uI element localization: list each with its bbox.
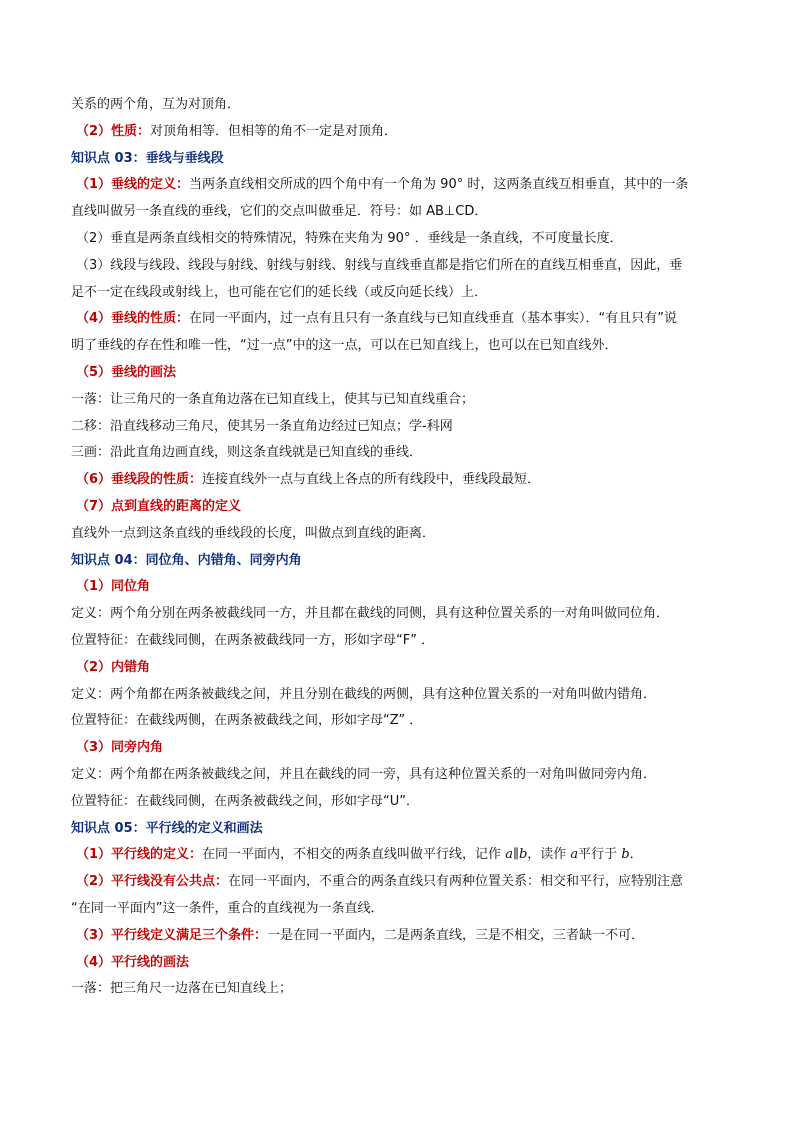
section-title: 知识点 04：同位角、内错角、同旁内角	[71, 552, 302, 568]
item-same-side-interior	[71, 735, 731, 762]
distance-def-text	[71, 521, 731, 548]
corresponding-feature	[71, 628, 731, 655]
item-perpendicular-property	[71, 306, 731, 333]
same-side-feature	[71, 789, 731, 816]
step-3	[71, 440, 731, 467]
item-three-conditions	[71, 923, 731, 950]
text: 一落：让三角尺的一条直角边落在已知直线上，使其与已知直线重合；	[71, 391, 475, 407]
item-text: 当两条直线相交所成的四个角中有一个角为 90° 时，这两条直线互相垂直，其中的一条	[189, 177, 689, 193]
item-perpendicular-segment-property	[71, 467, 731, 494]
item-label: （7）点到直线的距离的定义	[76, 498, 242, 514]
item-text: ，读作	[527, 847, 571, 863]
text: （3）线段与线段、线段与射线、射线与射线、射线与直线垂直都是指它们所在的直线互相垂直，因此，垂	[76, 257, 683, 273]
text: 定义：两个角都在两条被截线之间，并且分别在截线的两侧，具有这种位置关系的一对角叫做内错角．	[71, 686, 657, 702]
paragraph-vertical-angles-def-end	[71, 92, 731, 119]
item-label: （2）内错角	[76, 659, 151, 675]
text: 位置特征：在截线同侧，在两条被截线同一方，形如字母“F” ．	[71, 632, 435, 648]
item-segment-perpendicular-cont	[71, 280, 731, 307]
item-label: （1）平行线的定义：	[76, 847, 203, 863]
item-no-common-point	[71, 869, 731, 896]
item-text: 平行于	[578, 847, 622, 863]
text: 位置特征：在截线两侧，在两条被截线之间，形如字母“Z” ．	[71, 713, 423, 729]
text: 二移：沿直线移动三角尺，使其另一条直角边经过已知点；学-科网	[71, 418, 453, 434]
alternate-def	[71, 682, 731, 709]
item-text: 在同一平面内，过一点有且只有一条直线与已知直线垂直（基本事实）．“有且只有”说	[189, 311, 678, 327]
section-title-03	[71, 146, 731, 173]
item-alternate-interior	[71, 655, 731, 682]
text: 直线外一点到这条直线的垂线段的长度，叫做点到直线的距离．	[71, 525, 436, 541]
item-perpendicular-special-case	[71, 226, 731, 253]
item-label: （4）平行线的画法	[76, 954, 190, 970]
math-notation: a∥b	[505, 847, 528, 863]
text: 位置特征：在截线同侧，在两条被截线之间，形如字母“U”．	[71, 793, 419, 809]
item-label: （1）垂线的定义：	[76, 177, 190, 193]
item-perpendicular-def-cont	[71, 199, 731, 226]
math-notation: a	[570, 847, 579, 863]
item-label: （5）垂线的画法	[76, 364, 177, 380]
item-vertical-angles-property	[71, 119, 731, 146]
text: 明了垂线的存在性和唯一性，“过一点”中的这一点，可以在已知直线上，也可以在已知直线外．	[71, 338, 618, 354]
text: “在同一平面内”这一条件，重合的直线视为一条直线．	[71, 900, 384, 916]
item-label: （2）性质：	[76, 123, 151, 139]
item-text: 在同一平面内，不相交的两条直线叫做平行线，记作	[202, 847, 506, 863]
text: 定义：两个角都在两条被截线之间，并且在截线的同一旁，具有这种位置关系的一对角叫做同旁内角．	[71, 766, 657, 782]
item-text: ．	[629, 847, 643, 863]
text: 一落：把三角尺一边落在已知直线上；	[71, 981, 293, 997]
section-title: 知识点 05：平行线的定义和画法	[71, 820, 263, 836]
item-corresponding-angles	[71, 574, 731, 601]
text: 直线叫做另一条直线的垂线，它们的交点叫做垂足．符号：如 AB⊥CD．	[71, 204, 488, 220]
alternate-feature	[71, 708, 731, 735]
item-label: （4）垂线的性质：	[76, 311, 190, 327]
step-1	[71, 387, 731, 414]
item-label: （6）垂线段的性质：	[76, 472, 203, 488]
item-label: （2）平行线没有公共点：	[76, 874, 229, 890]
text: 定义：两个角分别在两条被截线同一方，并且都在截线的同侧，具有这种位置关系的一对角叫做同位角．	[71, 606, 670, 622]
item-segment-perpendicular	[71, 253, 731, 280]
text: 足不一定在线段或射线上，也可能在它们的延长线（或反向延长线）上．	[71, 284, 488, 300]
item-label: （3）同旁内角	[76, 740, 164, 756]
item-text: 在同一平面内，不重合的两条直线只有两种位置关系：相交和平行，应特别注意	[228, 874, 684, 890]
item-distance-def	[71, 494, 731, 521]
item-parallel-drawing	[71, 950, 731, 977]
item-text: 对顶角相等．但相等的角不一定是对顶角．	[150, 123, 398, 139]
text: （2）垂直是两条直线相交的特殊情况，特殊在夹角为 90° ．垂线是一条直线，不可度量长度．	[76, 230, 623, 246]
item-no-common-point-cont	[71, 896, 731, 923]
section-title-05	[71, 816, 731, 843]
section-title-04	[71, 548, 731, 575]
item-perpendicular-drawing	[71, 360, 731, 387]
text: 关系的两个角，互为对顶角．	[71, 97, 241, 112]
item-label: （1）同位角	[76, 579, 151, 595]
same-side-def	[71, 762, 731, 789]
item-label: （3）平行线定义满足三个条件：	[76, 927, 268, 943]
step-2	[71, 414, 731, 441]
document-content	[71, 92, 731, 1003]
text: 三画：沿此直角边画直线，则这条直线就是已知直线的垂线．	[71, 445, 423, 461]
corresponding-def	[71, 601, 731, 628]
item-perpendicular-property-cont	[71, 333, 731, 360]
item-text: 一是在同一平面内，二是两条直线，三是不相交，三者缺一不可．	[267, 927, 645, 943]
item-text: 连接直线外一点与直线上各点的所有线段中，垂线段最短．	[202, 472, 541, 488]
item-perpendicular-def	[71, 172, 731, 199]
section-title: 知识点 03：垂线与垂线段	[71, 150, 224, 166]
parallel-step-1	[71, 976, 731, 1003]
math-notation: b	[621, 847, 630, 863]
item-parallel-def	[71, 842, 731, 869]
